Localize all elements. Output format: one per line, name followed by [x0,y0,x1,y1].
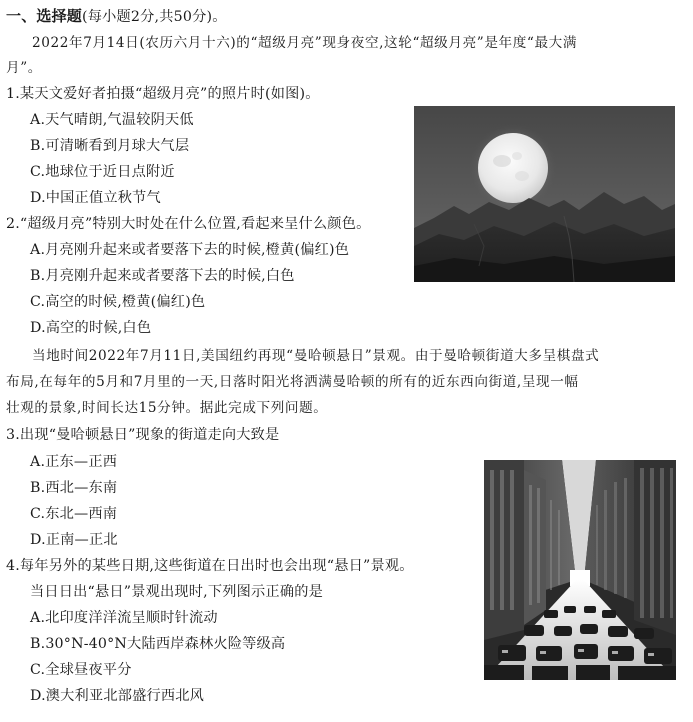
manhattanhenge-photo [484,460,676,680]
q2-option-c: C.高空的时候,橙黄(偏红)色 [30,294,206,310]
q2-option-b: B.月亮刚升起来或者要落下去的时候,白色 [30,268,295,284]
section-heading [6,6,227,27]
q3-stem: 3.出现“曼哈顿悬日”现象的街道走向大致是 [6,427,280,443]
q4-stem2: 当日日出“悬日”景观出现时,下列图示正确的是 [30,584,323,600]
q1-option-c: C.地球位于近日点附近 [30,164,175,180]
q4-option-b: B.30°N-40°N大陆西岸森林火险等级高 [30,636,286,652]
q4-stem: 4.每年另外的某些日期,这些街道在日出时也会出现“悬日”景观。 [6,558,414,574]
intro2-line3: 壮观的景象,时间长达15分钟。据此完成下列问题。 [6,400,328,416]
q3-option-c: C.东北—西南 [30,506,118,522]
q2-stem: 2.“超级月亮”特别大时处在什么位置,看起来呈什么颜色。 [6,216,371,232]
intro1-line1: 2022年7月14日(农历六月十六)的“超级月亮”现身夜空,这轮“超级月亮”是年度“最大满 [32,35,578,51]
intro2-line1: 当地时间2022年7月11日,美国纽约再现“曼哈顿悬日”景观。由于曼哈顿街道大多呈棋盘式 [32,348,600,364]
supermoon-image [414,106,675,282]
moon-disc [478,133,548,203]
section-note: (每小题2分,共50分)。 [82,9,227,25]
section-title: 一、选择题 [6,7,83,25]
q4-option-c: C.全球昼夜平分 [30,662,132,678]
intro1-line2: 月”。 [6,60,42,76]
q3-option-d: D.正南—正北 [30,532,118,548]
q3-option-b: B.西北—东南 [30,480,118,496]
manhattanhenge-image [484,460,676,680]
q1-option-a: A.天气晴朗,气温较阴天低 [30,112,194,128]
q1-option-d: D.中国正值立秋节气 [30,190,161,206]
supermoon-photo [414,106,675,282]
q2-option-a: A.月亮刚升起来或者要落下去的时候,橙黄(偏红)色 [30,242,350,258]
q3-option-a: A.正东—正西 [30,454,118,470]
q1-option-b: B.可清晰看到月球大气层 [30,138,190,154]
q4-option-d: D.澳大利亚北部盛行西北风 [30,688,205,704]
intro2-line2: 布局,在每年的5月和7月里的一天,日落时阳光将洒满曼哈顿的所有的近东西向街道,呈现一幅 [6,374,579,390]
q4-option-a: A.北印度洋洋流呈顺时针流动 [30,610,218,626]
q2-option-d: D.高空的时候,白色 [30,320,152,336]
q1-stem: 1.某天文爱好者拍摄“超级月亮”的照片时(如图)。 [6,86,320,102]
